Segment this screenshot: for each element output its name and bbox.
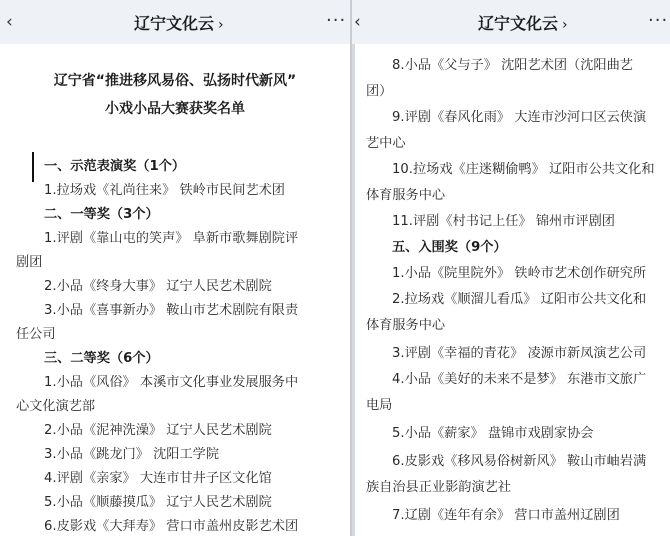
award-line: 4.小品《美好的未来不是梦》 东港市文旅广: [392, 372, 647, 387]
section-heading: 三、二等奖（6个）: [44, 351, 159, 366]
app-title[interactable]: [478, 11, 568, 34]
award-line: 5.小品《薪家》 盘锦市戏剧家协会: [392, 426, 594, 441]
back-chevron-icon[interactable]: ‹: [354, 12, 361, 32]
award-line: 2.拉场戏《顺溜儿看瓜》 辽阳市公共文化和: [392, 292, 647, 307]
award-line: 11.评剧《村书记上任》 锦州市评剧团: [392, 214, 615, 229]
award-line: 3.小品《跳龙门》 沈阳工学院: [44, 447, 220, 462]
app-title[interactable]: [134, 11, 224, 34]
award-line-continued: 心文化演艺部: [16, 399, 96, 414]
award-line: 4.评剧《亲家》 大连市甘井子区文化馆: [44, 471, 272, 486]
award-line: 3.小品《喜事新办》 鞍山市艺术剧院有限责: [44, 303, 299, 318]
document-title-line-1: 辽宁省“推进移风易俗、弘扬时代新风”: [53, 73, 297, 89]
text-cursor: [32, 152, 34, 182]
award-line-continued: 族自治县正业影韵演艺社: [366, 480, 512, 495]
app-title-text: 辽宁文化云: [134, 14, 215, 33]
section-heading: 二、一等奖（3个）: [44, 207, 159, 222]
more-options-icon[interactable]: ···: [648, 10, 669, 31]
title-chevron-icon: ›: [218, 17, 224, 33]
right-screenshot-pane: [352, 0, 670, 536]
award-line: 10.拉场戏《庄迷糊偷鸭》 辽阳市公共文化和: [392, 162, 655, 177]
award-line: 5.小品《顺藤摸瓜》 辽宁人民艺术剧院: [44, 495, 272, 510]
award-line: 2.小品《泥神洗澡》 辽宁人民艺术剧院: [44, 423, 272, 438]
document-title-line-2: 小戏小品大赛获奖名单: [105, 101, 245, 117]
right-title-bar: [352, 0, 670, 44]
app-title-text: 辽宁文化云: [478, 14, 559, 33]
award-line: 1.小品《院里院外》 铁岭市艺术创作研究所: [392, 266, 647, 281]
award-line: 8.小品《父与子》 沈阳艺术团（沈阳曲艺: [392, 58, 633, 73]
award-line-continued: 电局: [366, 398, 393, 413]
award-line: 6.皮影戏《移风易俗树新风》 鞍山市岫岩满: [392, 454, 647, 469]
more-options-icon[interactable]: ···: [326, 10, 347, 31]
award-line: 9.评剧《春风化雨》 大连市沙河口区云侠演: [392, 110, 647, 125]
award-line-continued: 任公司: [16, 327, 56, 342]
right-article-content: [352, 44, 670, 536]
title-chevron-icon: ›: [562, 17, 568, 33]
award-line-continued: 体育服务中心: [366, 318, 446, 333]
left-article-content: [0, 44, 350, 536]
back-chevron-icon[interactable]: ‹: [6, 12, 13, 32]
section-heading: 一、示范表演奖（1个）: [44, 159, 186, 174]
section-heading: 五、入围奖（9个）: [392, 240, 507, 255]
award-line: 2.小品《终身大事》 辽宁人民艺术剧院: [44, 279, 272, 294]
award-line: 1.评剧《靠山屯的笑声》 阜新市歌舞剧院评: [44, 231, 299, 246]
award-line: 7.辽剧《连年有余》 营口市盖州辽剧团: [392, 508, 620, 523]
award-line-continued: 体育服务中心: [366, 188, 446, 203]
award-line: 6.皮影戏《大拜寿》 营口市盖州皮影艺术团: [44, 519, 299, 534]
award-line: 1.拉场戏《礼尚往来》 铁岭市民间艺术团: [44, 183, 285, 198]
award-line: 3.评剧《幸福的青花》 凌源市新凤演艺公司: [392, 346, 647, 361]
award-line-continued: 艺中心: [366, 136, 406, 151]
award-line-continued: 团）: [366, 84, 393, 99]
left-title-bar: [0, 0, 350, 44]
award-line: 1.小品《风俗》 本溪市文化事业发展服务中: [44, 375, 299, 390]
award-line-continued: 剧团: [16, 255, 43, 270]
